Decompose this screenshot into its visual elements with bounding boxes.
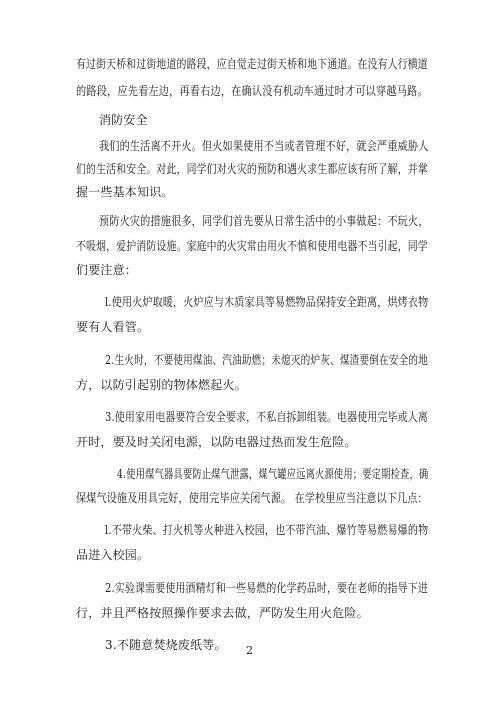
text-line: 品进入校园。 — [76, 548, 150, 562]
text-line: 方，以防引起别的物体燃起火。 — [76, 378, 247, 392]
page-number: 2 — [246, 644, 253, 657]
text-line: 们要注意： — [76, 263, 138, 277]
text-line: 不吸烟，爱护消防设施。家庭中的火灾常由用火不慎和使用电器不当引起，同学 — [76, 239, 428, 253]
list-item-text: 2.实验课需要使用酒精灯和一些易燃的化学药品时，要在老师的指导下进 — [105, 581, 428, 595]
text-line: 有过街天桥和过街地道的路段，应自觉走过街天桥和地下通道。在没有人行横道 — [76, 57, 428, 71]
list-item-text: l.不带火柴、打火机等火种进入校园，也不带汽油、爆竹等易燃易爆的物 — [105, 523, 429, 537]
text-line: 们的生活和安全。对此，同学们对火灾的预防和遇火求生都应该有所了解，并掌 — [76, 162, 428, 176]
text-line: 要有人看管。 — [76, 320, 150, 334]
list-item-text: l.使用火炉取暖，火炉应与木质家具等易燃物品保持安全距离，烘烤衣物 — [105, 295, 429, 309]
text-line: 开时，要及时关闭电源，以防电器过热而发生危险。 — [76, 435, 357, 449]
text-line: 的路段，应先看左边，再看右边，在确认没有机动车通过时才可以穿越马路。 — [76, 84, 428, 98]
list-item-text: 4.使用煤气器具要防止煤气泄露，煤气罐应远离火源使用；要定期检查，确 — [117, 467, 429, 481]
text-line: 我们的生活离不开火。但火如果使用不当或者管理不好，就会严重威胁人 — [99, 139, 429, 153]
section-heading: 消防安全 — [99, 113, 148, 127]
text-line: 预防火灾的措施很多，同学们首先要从日常生活中的小事做起：不玩火， — [99, 214, 429, 228]
list-item-text: 2.生火时，不要使用煤油、汽油助燃；未熄灭的炉灰、煤渣要倒在安全的地 — [105, 353, 429, 367]
list-item-text: 3.不随意焚烧废纸等。 — [105, 638, 227, 652]
text-line: 行，并且严格按照操作要求去做，严防发生用火危险。 — [76, 606, 369, 620]
text-line: 保煤气设施及用具完好，使用完毕应关闭气源。 在学校里应当注意以下几点： — [76, 491, 428, 505]
list-item-text: 3.使用家用电器要符合安全要求，不私自拆卸组装。电器使用完毕或人离 — [105, 410, 428, 424]
text-line: 握一些基本知识。 — [76, 185, 174, 199]
